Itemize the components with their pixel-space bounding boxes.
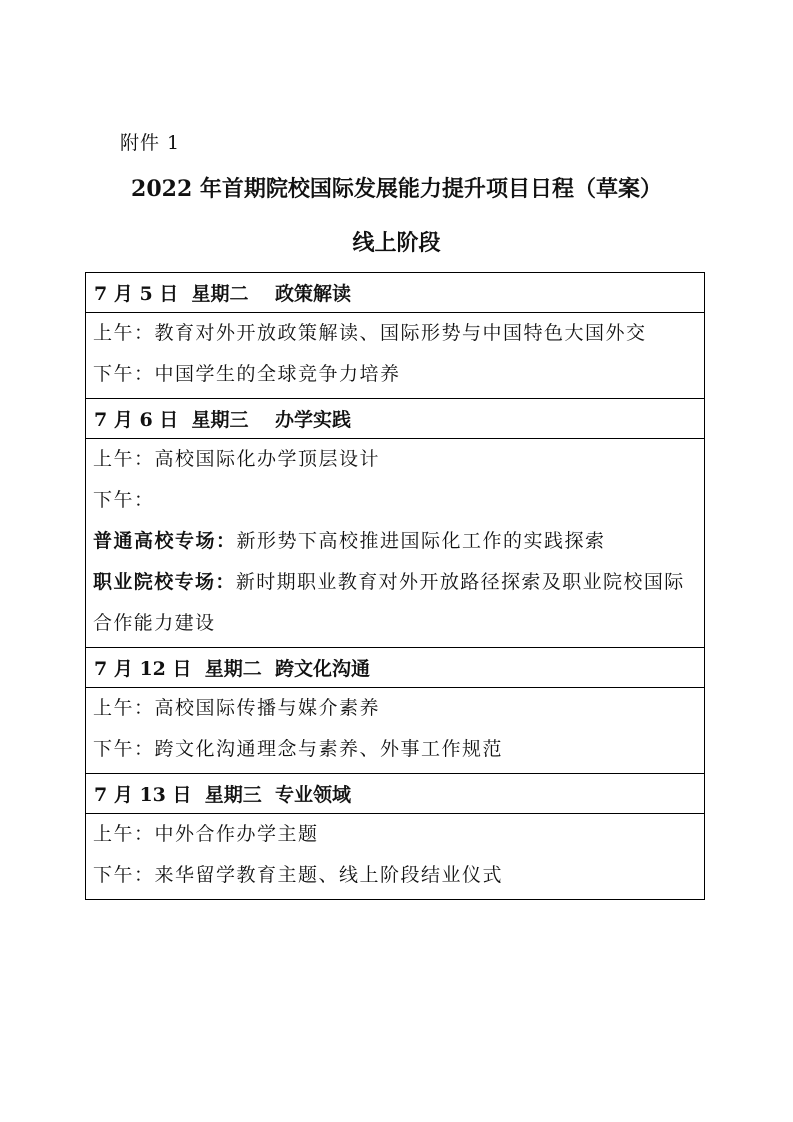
day-header: 7 月 6 日 星期三 办学实践 — [86, 399, 704, 439]
track-text: 新时期职业教育对外开放路径探索及职业院校国际合作能力建设 — [93, 571, 685, 634]
page-subtitle: 线上阶段 — [352, 230, 441, 256]
track-text: 新形势下高校推进国际化工作的实践探索 — [236, 530, 606, 552]
attachment-label: 附件 1 — [120, 132, 181, 154]
day-header: 7 月 5 日 星期二 政策解读 — [86, 273, 704, 313]
day-body — [86, 313, 704, 399]
morning-session: 上午：中外合作办学主题 — [93, 823, 319, 845]
morning-session: 上午：教育对外开放政策解读、国际形势与中国特色大国外交 — [93, 322, 647, 344]
morning-session: 上午：高校国际传播与媒介素养 — [93, 697, 381, 719]
schedule-table — [85, 272, 705, 900]
afternoon-session: 下午：跨文化沟通理念与素养、外事工作规范 — [93, 738, 504, 760]
day-header: 7 月 12 日 星期二 跨文化沟通 — [86, 648, 704, 688]
track-label: 职业院校专场： — [93, 571, 236, 593]
afternoon-session: 下午：中国学生的全球竞争力培养 — [93, 363, 401, 385]
page-title: 2022 年首期院校国际发展能力提升项目日程（草案） — [131, 176, 662, 202]
track-general-universities — [93, 521, 698, 562]
afternoon-session: 下午：来华留学教育主题、线上阶段结业仪式 — [93, 864, 504, 886]
track-label: 普通高校专场： — [93, 530, 237, 552]
day-body — [86, 439, 704, 648]
afternoon-session: 下午： — [93, 489, 155, 511]
day-body — [86, 688, 704, 774]
track-vocational-colleges — [93, 562, 698, 644]
day-body — [86, 814, 704, 899]
day-header: 7 月 13 日 星期三 专业领域 — [86, 774, 704, 814]
morning-session: 上午：高校国际化办学顶层设计 — [93, 448, 381, 470]
